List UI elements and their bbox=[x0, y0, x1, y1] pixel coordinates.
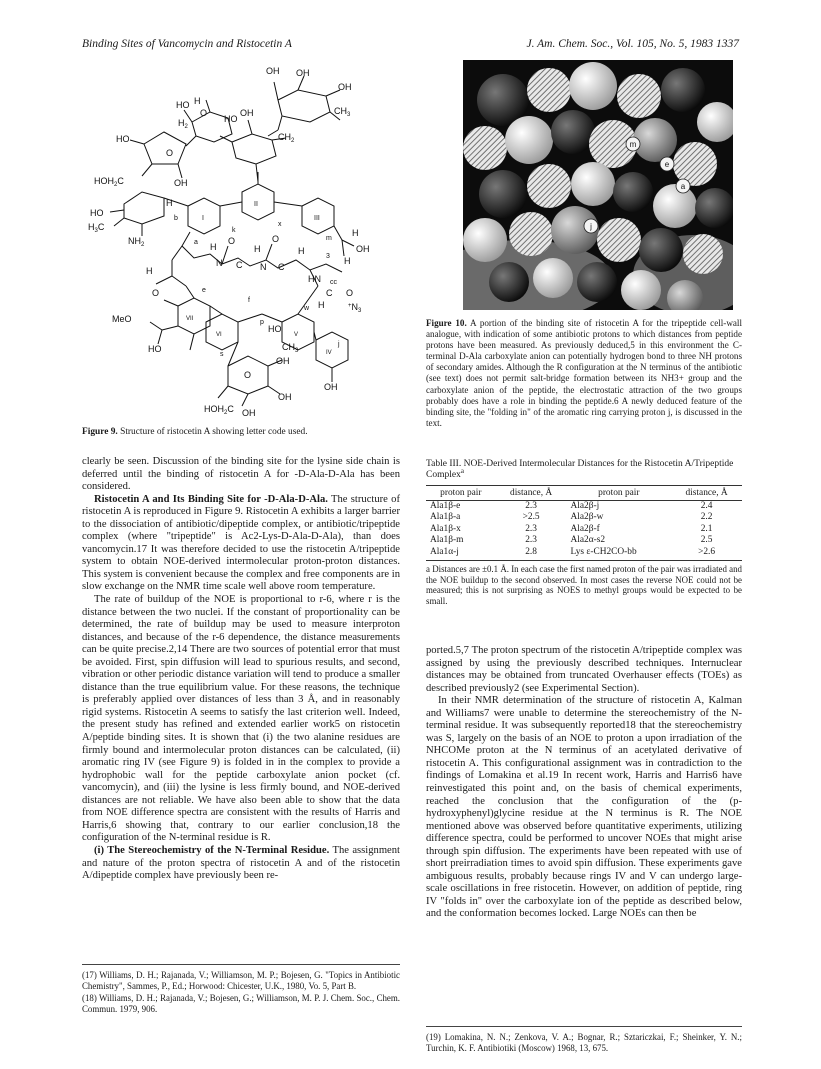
fig9-label: O bbox=[152, 288, 160, 298]
fig9-letter-code: a bbox=[194, 239, 198, 246]
fig9-label: OH bbox=[338, 82, 352, 92]
table-cell: Ala2β-j bbox=[570, 501, 600, 511]
table-cell: 2.3 bbox=[525, 535, 537, 546]
fig9-label: H bbox=[146, 266, 153, 276]
footnote: (19) Lomakina, N. N.; Zenkova, V. A.; Bognar, R.; Sztariczkai, F.; Sheinker, Y. N.; Turchin, K. F. Antibiotiki (Moscow) 1968, 13, 675. bbox=[426, 1032, 742, 1053]
photo-label-j: j bbox=[590, 222, 592, 231]
body-column-right bbox=[426, 645, 742, 921]
fig9-label: HO bbox=[176, 100, 190, 110]
table-cell: 2.4 bbox=[700, 501, 713, 511]
fig9-label: O bbox=[272, 234, 280, 244]
photo-label-a: a bbox=[680, 182, 686, 191]
fig9-label: C bbox=[278, 262, 285, 272]
fig9-label: OH bbox=[240, 108, 254, 118]
table-cell: 2.2 bbox=[700, 512, 713, 523]
fig9-label: IV bbox=[326, 350, 332, 356]
column-header: distance, Å bbox=[496, 486, 567, 501]
table-row bbox=[426, 512, 742, 523]
fig9-letter-code: f bbox=[248, 297, 250, 304]
fig9-label: OH bbox=[242, 408, 256, 416]
fig9-letter-code: b bbox=[174, 215, 178, 222]
fig9-label: $H_2$ bbox=[178, 118, 188, 130]
fig9-label: $HOH_2C$ bbox=[204, 404, 234, 416]
table-cell: Ala2β-w bbox=[570, 512, 604, 523]
body-paragraph: Ristocetin A and Its Binding Site for -D-Ala-D-Ala. The structure of ristocetin A is reproduced in Figure 9. Ristocetin A exhibits a larger barrier to the dissociation of antibiotic/dipeptide complex, or antibiotic/tripeptide complex (where "tripeptide" is Ac2-Lys-D-Ala-D-Ala), than does vancomycin.17 It was therefore decided to use the ristocetin A/tripeptide system to obtain NOE-derived intermolecular proton-proton distances. This system is convenient because the complex and free components are in slow exchange on the NMR time scale well above room temperature. bbox=[82, 493, 401, 593]
fig9-letter-code: x bbox=[278, 221, 282, 228]
table-cell: 2.8 bbox=[496, 547, 567, 561]
table-row bbox=[426, 501, 742, 513]
fig9-label: OH bbox=[296, 68, 310, 78]
table-iii bbox=[426, 459, 742, 606]
table-row bbox=[426, 524, 742, 535]
footnotes-right bbox=[426, 1026, 742, 1055]
fig9-label: OH bbox=[276, 356, 290, 366]
fig9-label: $NH_2$ bbox=[128, 236, 145, 248]
fig9-label: H bbox=[344, 256, 351, 266]
fig9-label: HO bbox=[116, 134, 130, 144]
figure-10-caption: Figure 10. A portion of the binding site of ristocetin A for the tripeptide cell-wall analogue, with indication of some antibiotic protons to which distances from peptide protons have been measured. As previously deduced,5 in this environment the C-terminal D-Ala carboxylate anion can potentially hydrogen bond to three NH protons of secondary amides. Although the R configuration at the N terminus of the antibiotic (see text) does not permit salt-bridge formation between its NH3+ group and the carboxylate anion of the peptide, the electrostatic attraction of the two groups probably does have a role in binding the peptide.6 A newly deduced feature of the binding site, the "folding in" of the aromatic ring carrying proton j, is discussed in the text. bbox=[426, 318, 742, 428]
fig9-label: C bbox=[236, 260, 243, 270]
fig9-label: C bbox=[326, 288, 333, 298]
table-footnote: a Distances are ±0.1 Å. In each case the first named proton of the pair was irradiated and the NOE buildup to the second observed. In most cases the reverse NOE could not be measured; this is not surprising as NOES to methyl groups would be expected to be small. bbox=[426, 564, 742, 606]
fig9-label: V bbox=[294, 332, 299, 338]
fig9-letter-code: w bbox=[304, 305, 310, 312]
fig9-label: H bbox=[318, 300, 325, 310]
fig9-label: O bbox=[228, 236, 236, 246]
fig9-letter-code: 3 bbox=[326, 253, 330, 260]
fig9-label: OH bbox=[266, 66, 280, 76]
table-cell: Ala1α-j bbox=[426, 547, 496, 561]
fig9-label: H bbox=[210, 242, 217, 252]
section-heading: Ristocetin A and Its Binding Site for -D-Ala-D-Ala. bbox=[94, 493, 328, 505]
fig9-letter-code: p bbox=[260, 319, 264, 326]
body-column-left bbox=[82, 456, 400, 883]
table-cell: Lys ε-CH2CO-bb bbox=[567, 547, 672, 561]
table-cell: Ala1β-x bbox=[430, 523, 461, 534]
fig9-label: OH bbox=[324, 382, 338, 392]
body-paragraph: (i) The Stereochemistry of the N-Terminal Residue. The assignment and nature of the proton spectra of ristocetin A and of the ristocetin A/dipeptide complex have previously been re- bbox=[82, 844, 400, 882]
table-cell: >2.5 bbox=[522, 512, 540, 523]
table-header-row bbox=[426, 486, 742, 501]
fig9-label: H bbox=[194, 96, 201, 106]
table-cell: Ala2β-f bbox=[570, 523, 600, 534]
figure-9-caption: Figure 9. Structure of ristocetin A showing letter code used. bbox=[82, 427, 308, 437]
fig9-label: H bbox=[166, 198, 173, 208]
fig9-label: HO bbox=[90, 208, 104, 218]
figure-10-model-photo bbox=[463, 60, 733, 310]
fig9-label: OH bbox=[356, 244, 370, 254]
section-heading: (i) The Stereochemistry of the N-Terminal Residue. bbox=[94, 844, 330, 856]
fig9-label: H bbox=[254, 244, 261, 254]
figure-9-structure bbox=[82, 60, 400, 416]
fig9-label: H bbox=[352, 228, 359, 238]
column-header: proton pair bbox=[426, 486, 496, 501]
fig9-label: VII bbox=[186, 316, 194, 322]
fig9-label: OH bbox=[174, 178, 188, 188]
fig9-label: O bbox=[346, 288, 354, 298]
photo-label-e: e bbox=[664, 160, 670, 169]
fig9-letter-code: j bbox=[338, 341, 340, 348]
fig9-label: II bbox=[254, 201, 258, 208]
column-header: distance, Å bbox=[671, 486, 742, 501]
fig9-letter-code: s bbox=[220, 351, 224, 358]
fig9-label: $CH_3$ bbox=[282, 342, 299, 354]
table-cell: 2.3 bbox=[525, 501, 537, 511]
fig9-label: O bbox=[244, 370, 252, 380]
fig9-label: HO bbox=[148, 344, 162, 354]
body-paragraph: The rate of buildup of the NOE is proportional to r-6, where r is the distance between the two nuclei. If the constant of proportionality can be determined, the rate of buildup may be used to measure interproton distances, and because of the r-6 dependence, the distance measurements can be quite precise.2,14 There are two sources of potential error that must be avoided. First, spin diffusion will lead to spurious results, and second, vibration or other periodic distance variation will tend to produce a smaller distance than the true equilibrium value. For these reasons, the technique is preferably applied over distances of less than 3 Å, and in reasonably rigid systems. Ristocetin A seems to satisfy the last criterion well. Indeed, the present study has refined and extended earlier work5 on ristocetin A/peptide binding sites. It is shown that (i) the two alanine residues are firmly bound and intermolecular proton distances can be calculated, (ii) aromatic ring IV (see Figure 9) is folded in in the complex to provide a hydrophobic wall for the peptide carboxylate anion pocket (cf. vancomycin), and (iii) the lysine is less firmly bound, and NOE-derived distances are not reliable. We have also been able to show that the data from NOE difference spectra are consistent with the results of Harris and Harris,6 showing that, contrary to our earlier conclusion,18 the configuration of the N-terminal residue is R. bbox=[82, 594, 401, 844]
table-cell: 2.5 bbox=[700, 535, 713, 546]
photo-label-m: m bbox=[629, 140, 637, 149]
table-cell: 2.3 bbox=[525, 523, 537, 534]
fig9-label: VI bbox=[216, 332, 222, 338]
fig9-label: I bbox=[202, 215, 204, 222]
running-head-left: Binding Sites of Vancomycin and Ristocetin A bbox=[82, 38, 292, 50]
body-paragraph: In their NMR determination of the structure of ristocetin A, Kalman and Williams7 were unable to determine the stereochemistry of the N-terminal residue. It was subsequently reported18 that the stereochemistry was S, largely on the basis of an NOE to proton a upon irradiation of the NHCOMe proton at the N terminus of an acetylated derivative of ristocetin A. This configurational assignment was in contradiction to the findings of Lomakina et al.19 In recent work, Harris and Harris6 have reinvestigated this point and, on the basis of chemical experiments, reached the conclusion that the configuration of the (p-hydroxyphenyl)glycine residue at the N terminus is R. The NOE mentioned above was observed before quantitative experiments, utilizing difference spectra, could be performed to uncover NOEs that might arise through spin diffusion. The experiments have been repeated with use of short preirradiation times to avoid spin diffusion. These experiments gave ambiguous results, probably because rings IV and V can undergo large-scale oscillations in free ristocetin. However, on addition of peptide, ring IV "folds in" over the carboxylate ion of the peptide as described below, and the conformation becomes locked. Large NOEs can then be bbox=[426, 695, 742, 920]
fig9-label: $^+N_3$ bbox=[348, 302, 362, 314]
fig9-letter-code: m bbox=[326, 235, 332, 242]
table-cell: >2.6 bbox=[671, 547, 742, 561]
running-head-right: J. Am. Chem. Soc., Vol. 105, No. 5, 1983 1337 bbox=[526, 38, 739, 50]
table-cell: Ala1β-m bbox=[430, 535, 464, 546]
footnote: (18) Williams, D. H.; Rajanada, V.; Bojesen, G.; Williamson, M. P. J. Chem. Soc., Chem. Commun. 1979, 906. bbox=[82, 993, 400, 1014]
column-header: proton pair bbox=[567, 486, 672, 501]
fig9-label: H bbox=[298, 246, 305, 256]
table-cell: Ala1β-e bbox=[430, 501, 461, 511]
fig9-label: $HOH_2C$ bbox=[94, 176, 124, 188]
fig9-label: III bbox=[314, 215, 320, 222]
fig9-label: $CH_2$ bbox=[278, 132, 295, 144]
fig9-label: HO bbox=[268, 324, 282, 334]
noe-distance-table bbox=[426, 485, 742, 561]
fig9-label: $CH_3$ bbox=[334, 106, 351, 118]
body-paragraph: ported.5,7 The proton spectrum of the ristocetin A/tripeptide complex was assigned by using the previously described techniques. Internuclear distances may be obtained from truncated Overhauser effects (TOEs) as described previously2 (see Experimental Section). bbox=[426, 645, 742, 694]
fig9-label: HN bbox=[308, 274, 321, 284]
fig9-label: MeO bbox=[112, 314, 132, 324]
fig9-label: $H_3C$ bbox=[88, 222, 105, 234]
fig9-label: O bbox=[166, 148, 174, 158]
fig9-letter-code: e bbox=[202, 287, 206, 294]
table-cell: Ala1β-a bbox=[430, 512, 461, 523]
fig9-label: OH bbox=[278, 392, 292, 402]
fig9-label: O bbox=[200, 108, 208, 118]
footnote: (17) Williams, D. H.; Rajanada, V.; Williamson, M. P.; Bojesen, G. "Topics in Antibiotic Chemistry", Sammes, P., Ed.; Horwood: Chicester, U.K., 1980, Vo. 5, Part B. bbox=[82, 970, 400, 991]
fig9-letter-code: cc bbox=[330, 279, 337, 286]
table-row bbox=[426, 547, 742, 561]
fig9-label: N bbox=[216, 258, 223, 268]
table-cell: Ala2α-s2 bbox=[570, 535, 606, 546]
body-paragraph: clearly be seen. Discussion of the binding site for the lysine side chain is deferred until the binding of ristocetin A for -D-Ala-D-Ala has been considered. bbox=[82, 456, 400, 493]
footnotes-left bbox=[82, 964, 400, 1016]
table-row bbox=[426, 535, 742, 546]
fig9-label: N bbox=[260, 262, 267, 272]
table-cell: 2.1 bbox=[700, 523, 713, 534]
fig9-letter-code: k bbox=[232, 227, 236, 234]
table-title: Table III. NOE-Derived Intermolecular Distances for the Ristocetin A/Tripeptide Complex$^a$ bbox=[426, 459, 734, 480]
fig9-label: HO bbox=[224, 114, 238, 124]
